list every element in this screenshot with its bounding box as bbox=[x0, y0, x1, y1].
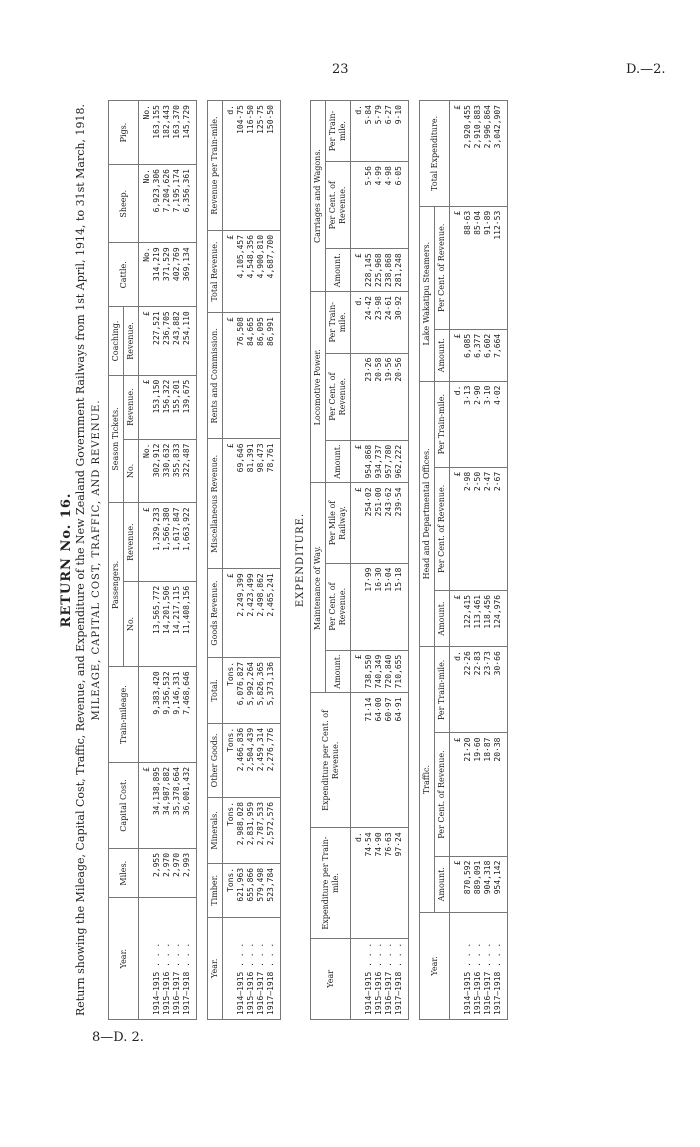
value-cell: 16·30 bbox=[374, 563, 384, 650]
year-cell: 1914–1915 . . . bbox=[364, 938, 374, 1019]
value-cell: 962,222 bbox=[394, 440, 409, 483]
th-revenue-per-train-mile: Revenue per Train-mile. bbox=[208, 101, 223, 231]
value-cell: 4·02 bbox=[493, 381, 508, 467]
th-passengers-no: No. bbox=[124, 581, 139, 667]
unit: No. bbox=[139, 243, 153, 307]
value-cell: 314,219 bbox=[152, 243, 162, 307]
value-cell: 5,992,264 bbox=[246, 657, 256, 723]
unit: £ bbox=[223, 569, 237, 658]
value-cell: 155,201 bbox=[172, 375, 182, 439]
value-cell: 139,675 bbox=[182, 375, 197, 439]
th-season-no: No. bbox=[124, 439, 139, 503]
value-cell: 6·05 bbox=[394, 162, 409, 249]
section-title-expenditure: EXPENDITURE. bbox=[295, 512, 306, 608]
value-cell: 6,377 bbox=[473, 329, 483, 381]
th-per-train-mile: Per Train-mile. bbox=[326, 292, 351, 354]
value-cell: 9,383,420 bbox=[152, 667, 162, 763]
th-capital-cost: Capital Cost. bbox=[109, 762, 139, 848]
value-cell: 239·54 bbox=[394, 483, 409, 563]
table-row bbox=[162, 101, 172, 1020]
value-cell: 24·42 bbox=[364, 292, 374, 354]
value-cell: 738,550 bbox=[364, 650, 374, 693]
value-cell: 85·04 bbox=[473, 206, 483, 329]
value-cell: 24·61 bbox=[384, 292, 394, 354]
year-cell: 1917–1918 . . . bbox=[182, 898, 197, 1020]
value-cell: 116·50 bbox=[246, 101, 256, 231]
caption bbox=[60, 100, 104, 1020]
unit: Tons. bbox=[223, 797, 237, 863]
value-cell: 6·27 bbox=[384, 101, 394, 162]
value-cell: 34,138,895 bbox=[152, 762, 162, 848]
value-cell: 5·84 bbox=[364, 101, 374, 162]
value-cell: 182,443 bbox=[162, 101, 172, 165]
value-cell: 64·00 bbox=[374, 693, 384, 828]
value-cell: 621,963 bbox=[236, 863, 246, 917]
unit: £ bbox=[351, 483, 365, 563]
table-row bbox=[473, 101, 483, 1020]
th-passengers: Passengers. bbox=[109, 503, 124, 667]
value-cell: 302,912 bbox=[152, 439, 162, 503]
value-cell: 30·66 bbox=[493, 647, 508, 733]
value-cell: 14,217,115 bbox=[172, 581, 182, 667]
unit: Tons. bbox=[223, 657, 237, 723]
value-cell: 23·73 bbox=[483, 647, 493, 733]
page-reference: D.—2. bbox=[626, 62, 666, 77]
value-cell: 2,504,439 bbox=[246, 723, 256, 797]
value-cell: 227,521 bbox=[152, 307, 162, 375]
th-minerals: Minerals. bbox=[208, 797, 223, 863]
year-cell: 1916–1917 . . . bbox=[256, 917, 266, 1019]
value-cell: 1,663,922 bbox=[182, 503, 197, 581]
value-cell: 6,076,827 bbox=[236, 657, 246, 723]
th-pigs: Pigs. bbox=[109, 101, 139, 165]
value-cell: 355,833 bbox=[172, 439, 182, 503]
unit: £ bbox=[223, 230, 237, 312]
th-carriages-wagons: Carriages and Wagons. bbox=[311, 101, 326, 292]
value-cell: 2,988,028 bbox=[236, 797, 246, 863]
value-cell: 710,655 bbox=[394, 650, 409, 693]
th-lake-wakatipu: Lake Wakatipu Steamers. bbox=[420, 206, 435, 381]
th-per-cent-revenue: Per Cent. of Revenue. bbox=[435, 206, 450, 329]
value-cell: 18·87 bbox=[483, 733, 493, 856]
th-rents-commission: Rents and Commission. bbox=[208, 313, 223, 439]
value-cell: 1,566,380 bbox=[162, 503, 172, 581]
value-cell: 150·50 bbox=[266, 101, 281, 231]
unit: d. bbox=[351, 828, 365, 938]
unit: d. bbox=[223, 101, 237, 231]
value-cell: 74·90 bbox=[374, 828, 384, 938]
value-cell: 69,646 bbox=[236, 439, 246, 569]
unit: No. bbox=[139, 101, 153, 165]
value-cell: 3,042,907 bbox=[493, 101, 508, 207]
table-mileage-traffic bbox=[108, 100, 197, 1020]
value-cell: 523,784 bbox=[266, 863, 281, 917]
value-cell: 2·90 bbox=[473, 381, 483, 467]
t2-body bbox=[236, 101, 281, 1020]
value-cell: 112·53 bbox=[493, 206, 508, 329]
th-amount: Amount. bbox=[326, 650, 351, 693]
rotated-return-table bbox=[60, 100, 660, 1020]
value-cell: 2,970 bbox=[162, 848, 172, 898]
table-row bbox=[463, 101, 473, 1020]
value-cell: 371,529 bbox=[162, 243, 172, 307]
value-cell: 122,415 bbox=[463, 590, 473, 646]
value-cell: 957,780 bbox=[384, 440, 394, 483]
value-cell: 225,968 bbox=[374, 249, 384, 292]
value-cell: 2,465,241 bbox=[266, 569, 281, 658]
th-per-cent-revenue: Per Cent. of Revenue. bbox=[435, 733, 450, 856]
unit: Tons. bbox=[223, 863, 237, 917]
table-expenditure-1 bbox=[310, 100, 409, 1020]
unit: No. bbox=[139, 165, 153, 243]
value-cell: 30·92 bbox=[394, 292, 409, 354]
value-cell: 97·24 bbox=[394, 828, 409, 938]
table-goods-revenue bbox=[207, 100, 281, 1020]
value-cell: 91·89 bbox=[483, 206, 493, 329]
value-cell: 86,991 bbox=[266, 313, 281, 439]
th-per-cent-revenue: Per Cent. of Revenue. bbox=[435, 467, 450, 590]
year-cell: 1915–1916 . . . bbox=[473, 912, 483, 1019]
year-cell: 1916–1917 . . . bbox=[384, 938, 394, 1019]
value-cell: 934,737 bbox=[374, 440, 384, 483]
value-cell: 2,572,576 bbox=[266, 797, 281, 863]
value-cell: 236,705 bbox=[162, 307, 172, 375]
value-cell: 7,468,646 bbox=[182, 667, 197, 763]
table-row bbox=[493, 101, 508, 1020]
value-cell: 2,498,862 bbox=[256, 569, 266, 658]
value-cell: 84,665 bbox=[246, 313, 256, 439]
value-cell: 19·56 bbox=[384, 353, 394, 440]
table-row bbox=[172, 101, 182, 1020]
value-cell: 20·38 bbox=[493, 733, 508, 856]
value-cell: 2,459,314 bbox=[256, 723, 266, 797]
th-season-revenue: Revenue. bbox=[124, 375, 139, 439]
unit: £ bbox=[450, 101, 464, 207]
unit: Tons. bbox=[223, 723, 237, 797]
value-cell: 3·13 bbox=[463, 381, 473, 467]
th-amount: Amount. bbox=[435, 590, 450, 646]
t3-body bbox=[364, 101, 409, 1020]
value-cell: 322,487 bbox=[182, 439, 197, 503]
unit: £ bbox=[223, 439, 237, 569]
value-cell: 2,249,399 bbox=[236, 569, 246, 658]
value-cell: 22·83 bbox=[473, 647, 483, 733]
value-cell: 145,729 bbox=[182, 101, 197, 165]
value-cell: 19·60 bbox=[473, 733, 483, 856]
unit: d. bbox=[351, 101, 365, 162]
table-row bbox=[394, 101, 409, 1020]
th-amount: Amount. bbox=[435, 329, 450, 381]
th-timber: Timber. bbox=[208, 863, 223, 917]
table-row bbox=[374, 101, 384, 1020]
table-row bbox=[182, 101, 197, 1020]
unit: d. bbox=[450, 381, 464, 467]
th-goods-revenue: Goods Revenue. bbox=[208, 569, 223, 658]
th-per-cent-revenue: Per Cent. of Revenue. bbox=[326, 353, 351, 440]
unit: £ bbox=[450, 329, 464, 381]
th-locomotive-power: Locomotive Power. bbox=[311, 292, 326, 483]
value-cell: 11,408,156 bbox=[182, 581, 197, 667]
th-per-cent-revenue: Per Cent. of Revenue. bbox=[326, 563, 351, 650]
th-year: Year. bbox=[109, 898, 139, 1020]
section-title-revenue: MILEAGE, CAPITAL COST, TRAFFIC, AND REVENUE. bbox=[91, 399, 102, 721]
value-cell: 5·56 bbox=[364, 162, 374, 249]
value-cell: 2·67 bbox=[493, 467, 508, 590]
table-row bbox=[152, 101, 162, 1020]
footer-reference: 8—D. 2. bbox=[92, 1030, 144, 1045]
unit: d. bbox=[450, 647, 464, 733]
th-cattle: Cattle. bbox=[109, 243, 139, 307]
value-cell: 9,356,532 bbox=[162, 667, 172, 763]
unit: £ bbox=[450, 733, 464, 856]
value-cell: 4,687,700 bbox=[266, 230, 281, 312]
value-cell: 870,592 bbox=[463, 856, 473, 912]
value-cell: 251·00 bbox=[374, 483, 384, 563]
th-coaching-revenue: Revenue. bbox=[124, 307, 139, 375]
year-cell: 1916–1917 . . . bbox=[483, 912, 493, 1019]
value-cell: 243,882 bbox=[172, 307, 182, 375]
value-cell: 2,993 bbox=[182, 848, 197, 898]
value-cell: 7,204,626 bbox=[162, 165, 172, 243]
value-cell: 330,632 bbox=[162, 439, 172, 503]
th-amount: Amount. bbox=[326, 249, 351, 292]
value-cell: 21·20 bbox=[463, 733, 473, 856]
year-cell: 1914–1915 . . . bbox=[463, 912, 473, 1019]
value-cell: 2,831,959 bbox=[246, 797, 256, 863]
year-cell: 1915–1916 . . . bbox=[162, 898, 172, 1020]
value-cell: 2·98 bbox=[463, 467, 473, 590]
value-cell: 17·99 bbox=[364, 563, 374, 650]
th-head-offices: Head and Departmental Offices. bbox=[420, 381, 435, 647]
value-cell: 2,996,864 bbox=[483, 101, 493, 207]
th-misc-revenue: Miscellaneous Revenue. bbox=[208, 439, 223, 569]
t4-body bbox=[463, 101, 508, 1020]
table-row bbox=[236, 101, 246, 1020]
th-coaching: Coaching. bbox=[109, 307, 124, 375]
unit: £ bbox=[139, 762, 153, 848]
value-cell: 60·97 bbox=[384, 693, 394, 828]
table-row bbox=[384, 101, 394, 1020]
value-cell: 88·63 bbox=[463, 206, 473, 329]
value-cell: 15·18 bbox=[394, 563, 409, 650]
table-row bbox=[256, 101, 266, 1020]
th-season-tickets: Season Tickets. bbox=[109, 375, 124, 503]
value-cell: 64·91 bbox=[394, 693, 409, 828]
value-cell: 243·62 bbox=[384, 483, 394, 563]
th-total-expenditure: Total Expenditure. bbox=[420, 101, 450, 207]
unit: £ bbox=[139, 307, 153, 375]
value-cell: 1,329,233 bbox=[152, 503, 162, 581]
value-cell: 2,423,499 bbox=[246, 569, 256, 658]
value-cell: 4,105,457 bbox=[236, 230, 246, 312]
value-cell: 113,461 bbox=[473, 590, 483, 646]
unit: £ bbox=[450, 856, 464, 912]
unit: £ bbox=[223, 313, 237, 439]
value-cell: 163,370 bbox=[172, 101, 182, 165]
value-cell: 228,145 bbox=[364, 249, 374, 292]
th-amount: Amount. bbox=[435, 856, 450, 912]
t1-body bbox=[152, 101, 197, 1020]
value-cell: 6,923,306 bbox=[152, 165, 162, 243]
th-total-revenue: Total Revenue. bbox=[208, 230, 223, 312]
value-cell: 7,664 bbox=[493, 329, 508, 381]
value-cell: 4·99 bbox=[374, 162, 384, 249]
unit: £ bbox=[139, 503, 153, 581]
value-cell: 238,868 bbox=[384, 249, 394, 292]
value-cell: 3·10 bbox=[483, 381, 493, 467]
value-cell: 2,955 bbox=[152, 848, 162, 898]
table-row bbox=[364, 101, 374, 1020]
value-cell: 4,900,810 bbox=[256, 230, 266, 312]
value-cell: 153,150 bbox=[152, 375, 162, 439]
unit: £ bbox=[351, 440, 365, 483]
value-cell: 35,378,664 bbox=[172, 762, 182, 848]
value-cell: 156,322 bbox=[162, 375, 172, 439]
value-cell: 6,602 bbox=[483, 329, 493, 381]
value-cell: 4·98 bbox=[384, 162, 394, 249]
value-cell: 124,976 bbox=[493, 590, 508, 646]
value-cell: 5·79 bbox=[374, 101, 384, 162]
value-cell: 281,248 bbox=[394, 249, 409, 292]
th-traffic: Traffic. bbox=[420, 647, 435, 913]
unit: £ bbox=[450, 206, 464, 329]
th-per-train-mile: Per Train-mile. bbox=[435, 647, 450, 733]
value-cell: 904,318 bbox=[483, 856, 493, 912]
th-sheep: Sheep. bbox=[109, 165, 139, 243]
value-cell: 86,095 bbox=[256, 313, 266, 439]
value-cell: 720,840 bbox=[384, 650, 394, 693]
value-cell: 36,001,432 bbox=[182, 762, 197, 848]
year-cell: 1917–1918 . . . bbox=[266, 917, 281, 1019]
return-title: Return showing the Mileage, Capital Cost, Traffic, Revenue, and Expenditure of the New Zealand Government Railways from 1st April, 1914, to 31st March, 1918. bbox=[74, 104, 87, 1016]
th-amount: Amount. bbox=[326, 440, 351, 483]
value-cell: 76,508 bbox=[236, 313, 246, 439]
value-cell: 13,565,772 bbox=[152, 581, 162, 667]
th-miles: Miles. bbox=[109, 848, 139, 898]
value-cell: 2,920,455 bbox=[463, 101, 473, 207]
value-cell: 2,276,776 bbox=[266, 723, 281, 797]
table-expenditure-2 bbox=[419, 100, 508, 1020]
th-per-train-mile: Per Train-mile. bbox=[326, 101, 351, 162]
year-cell: 1915–1916 . . . bbox=[246, 917, 256, 1019]
value-cell: 98,473 bbox=[256, 439, 266, 569]
value-cell: 34,987,882 bbox=[162, 762, 172, 848]
th-passengers-revenue: Revenue. bbox=[124, 503, 139, 581]
year-cell: 1916–1917 . . . bbox=[172, 898, 182, 1020]
value-cell: 2,970 bbox=[172, 848, 182, 898]
value-cell: 2,787,533 bbox=[256, 797, 266, 863]
unit: £ bbox=[351, 249, 365, 292]
value-cell: 2,466,836 bbox=[236, 723, 246, 797]
value-cell: 254,110 bbox=[182, 307, 197, 375]
return-number: RETURN No. 16. bbox=[59, 492, 74, 628]
unit: £ bbox=[139, 375, 153, 439]
table-row bbox=[266, 101, 281, 1020]
unit: £ bbox=[450, 590, 464, 646]
th-other-goods: Other Goods. bbox=[208, 723, 223, 797]
unit: £ bbox=[450, 467, 464, 590]
th-total: Total. bbox=[208, 657, 223, 723]
value-cell: 254·02 bbox=[364, 483, 374, 563]
th-year: Year. bbox=[208, 917, 223, 1019]
value-cell: 2·47 bbox=[483, 467, 493, 590]
value-cell: 889,091 bbox=[473, 856, 483, 912]
year-cell: 1914–1915 . . . bbox=[236, 917, 246, 1019]
year-cell: 1915–1916 . . . bbox=[374, 938, 384, 1019]
table-row bbox=[246, 101, 256, 1020]
value-cell: 954,142 bbox=[493, 856, 508, 912]
value-cell: 6,085 bbox=[463, 329, 473, 381]
value-cell: 6,356,361 bbox=[182, 165, 197, 243]
value-cell: 23·26 bbox=[364, 353, 374, 440]
value-cell: 74·54 bbox=[364, 828, 374, 938]
value-cell: 23·98 bbox=[374, 292, 384, 354]
th-exp-per-cent-revenue: Expenditure per Cent. of Revenue. bbox=[311, 693, 351, 828]
value-cell: 954,868 bbox=[364, 440, 374, 483]
value-cell: 4,548,356 bbox=[246, 230, 256, 312]
value-cell: 579,498 bbox=[256, 863, 266, 917]
value-cell: 81,391 bbox=[246, 439, 256, 569]
value-cell: 71·14 bbox=[364, 693, 374, 828]
value-cell: 76·63 bbox=[384, 828, 394, 938]
th-maintenance-of-way: Maintenance of Way. bbox=[311, 483, 326, 693]
th-exp-per-train-mile: Expenditure per Train-mile. bbox=[311, 828, 351, 938]
year-cell: 1914–1915 . . . bbox=[152, 898, 162, 1020]
value-cell: 14,201,506 bbox=[162, 581, 172, 667]
th-per-mile-railway: Per Mile of Railway. bbox=[326, 483, 351, 563]
value-cell: 1,617,847 bbox=[172, 503, 182, 581]
value-cell: 655,866 bbox=[246, 863, 256, 917]
th-per-train-mile: Per Train-mile. bbox=[435, 381, 450, 467]
th-train-mileage: Train-mileage. bbox=[109, 667, 139, 763]
value-cell: 15·04 bbox=[384, 563, 394, 650]
th-year: Year bbox=[311, 938, 351, 1019]
unit: No. bbox=[139, 439, 153, 503]
value-cell: 78,761 bbox=[266, 439, 281, 569]
value-cell: 402,769 bbox=[172, 243, 182, 307]
value-cell: 369,134 bbox=[182, 243, 197, 307]
value-cell: 9·10 bbox=[394, 101, 409, 162]
value-cell: 20·58 bbox=[374, 353, 384, 440]
value-cell: 2,910,883 bbox=[473, 101, 483, 207]
th-per-cent-revenue: Per Cent. of Revenue. bbox=[326, 162, 351, 249]
page-number: 23 bbox=[332, 62, 349, 77]
value-cell: 104·75 bbox=[236, 101, 246, 231]
value-cell: 125·75 bbox=[256, 101, 266, 231]
value-cell: 7,195,174 bbox=[172, 165, 182, 243]
year-cell: 1917–1918 . . . bbox=[394, 938, 409, 1019]
unit: d. bbox=[351, 292, 365, 354]
value-cell: 118,456 bbox=[483, 590, 493, 646]
value-cell: 740,349 bbox=[374, 650, 384, 693]
unit: £ bbox=[351, 650, 365, 693]
value-cell: 5,373,136 bbox=[266, 657, 281, 723]
value-cell: 9,146,331 bbox=[172, 667, 182, 763]
value-cell: 22·26 bbox=[463, 647, 473, 733]
value-cell: 20·56 bbox=[394, 353, 409, 440]
value-cell: 2·50 bbox=[473, 467, 483, 590]
th-year: Year. bbox=[420, 912, 450, 1019]
year-cell: 1917–1918 . . . bbox=[493, 912, 508, 1019]
value-cell: 5,826,365 bbox=[256, 657, 266, 723]
value-cell: 163,155 bbox=[152, 101, 162, 165]
table-row bbox=[483, 101, 493, 1020]
